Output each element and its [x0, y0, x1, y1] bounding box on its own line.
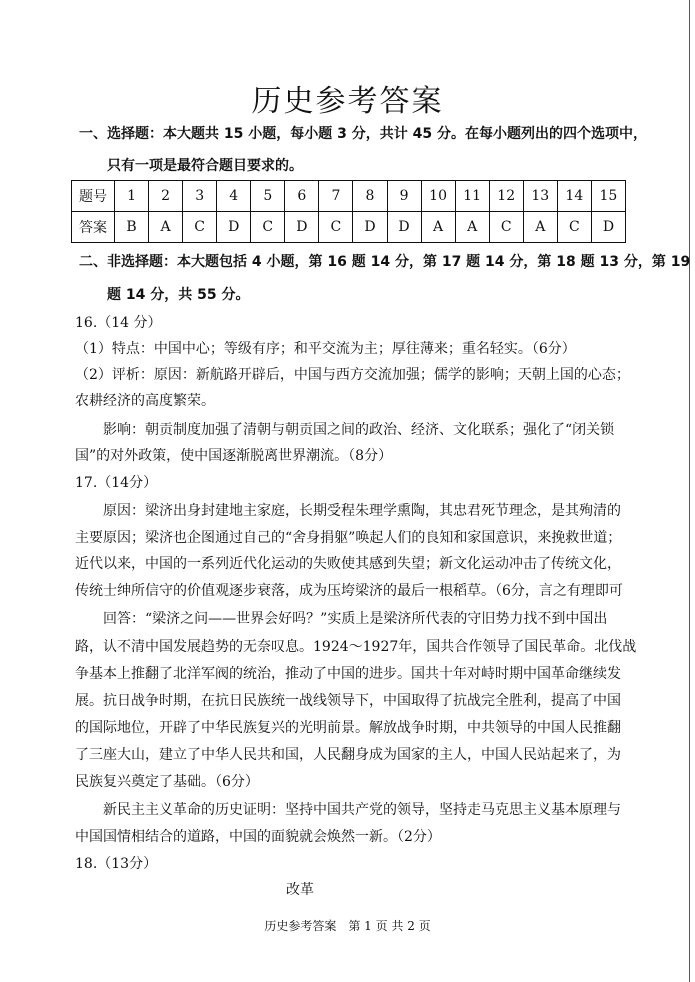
- q17-answer-line7: 民族复兴奠定了基础。（6分）: [75, 774, 259, 790]
- answer-choice: D: [387, 212, 421, 243]
- q17-answer-line3: 争基本上推翻了北洋军阀的统治，推动了中国的进步。国共十年对峙时期中国革命继续发: [75, 666, 621, 682]
- answer-row-header: 答案: [72, 212, 115, 243]
- section1-heading-line2: 只有一项是最符合题目要求的。: [107, 158, 303, 174]
- page-edge-rule: [689, 0, 690, 982]
- q17-answer-line4: 展。抗日战争时期，在抗日民族统一战线领导下，中国取得了抗战完全胜利，提高了中国: [75, 693, 621, 709]
- q17-reason-line2: 主要原因；梁济也企图通过自己的“舍身捐躯”唤起人们的良知和家国意识，来挽救世道；: [75, 530, 622, 546]
- q16-part2-line2: 农耕经济的高度繁荣。: [75, 393, 215, 409]
- question-number: 13: [523, 181, 557, 212]
- answer-choice: D: [353, 212, 387, 243]
- q17-heading: 17.（14分）: [75, 475, 158, 491]
- q17-reason-line4: 传统士绅所信守的价值观逐步衰落，成为压垮梁济的最后一根稻草。（6分，言之有理即可: [75, 583, 623, 599]
- q17-reason-line1: 原因：梁济出身封建地主家庭，长期受程朱理学熏陶，其忠君死节理念，是其殉清的: [103, 503, 621, 519]
- q17-conclusion-line1: 新民主主义革命的历史证明：坚持中国共产党的领导，坚持走马克思主义基本原理与: [103, 802, 621, 818]
- answer-choice: C: [251, 212, 285, 243]
- question-number: 3: [183, 181, 217, 212]
- answer-choice: C: [319, 212, 353, 243]
- question-number: 15: [591, 181, 625, 212]
- question-number: 1: [115, 181, 149, 212]
- question-number: 9: [387, 181, 421, 212]
- answer-choice: A: [421, 212, 455, 243]
- question-number: 5: [251, 181, 285, 212]
- question-number: 12: [489, 181, 523, 212]
- q16-heading: 16.（14 分）: [75, 315, 162, 331]
- page-footer: 历史参考答案 第 1 页 共 2 页: [264, 919, 431, 933]
- q17-answer-line5: 的国际地位，开辟了中华民族复兴的光明前景。解放战争时期，中共领导的中国人民推翻: [75, 720, 621, 736]
- section2-heading-line2: 题 14 分，共 55 分。: [107, 287, 250, 303]
- question-number: 2: [149, 181, 183, 212]
- number-row-header: 题号: [72, 181, 115, 212]
- answer-choice: D: [285, 212, 319, 243]
- q17-conclusion-line2: 中国国情相结合的道路，中国的面貌就会焕然一新。（2分）: [75, 829, 441, 845]
- answer-choice: C: [557, 212, 591, 243]
- question-number: 4: [217, 181, 251, 212]
- answer-table-answer-row: [72, 212, 626, 243]
- answer-choice: A: [149, 212, 183, 243]
- question-number: 11: [455, 181, 489, 212]
- q16-impact-line2: 国”的对外政策，使中国逐渐脱离世界潮流。（8分）: [75, 448, 393, 464]
- answer-choice: B: [115, 212, 149, 243]
- q17-reason-line3: 近代以来，中国的一系列近代化运动的失败使其感到失望；新文化运动冲击了传统文化，: [75, 556, 621, 572]
- answer-choice: A: [523, 212, 557, 243]
- q17-answer-line6: 了三座大山，建立了中华人民共和国，人民翻身成为国家的主人，中国人民站起来了，为: [75, 747, 621, 763]
- section2-heading-line1: 二、非选择题：本大题包括 4 小题，第 16 题 14 分，第 17 题 14 分，第 18 题 13 分，第 19: [79, 254, 691, 270]
- answer-choice: D: [591, 212, 625, 243]
- question-number: 14: [557, 181, 591, 212]
- answer-table: [71, 180, 626, 243]
- answer-choice: A: [455, 212, 489, 243]
- q17-answer-line2: 路，认不清中国发展趋势的无奈叹息。1924～1927年，国共合作领导了国民革命。北伐战: [75, 639, 637, 655]
- section1-heading-line1: 一、选择题：本大题共 15 小题，每小题 3 分，共计 45 分。在每小题列出的四个选项中，: [79, 126, 647, 142]
- q18-reform-label: 改革: [286, 882, 314, 898]
- answer-choice: C: [489, 212, 523, 243]
- q17-answer-line1: 回答：“梁济之问——世界会好吗？”实质上是梁济所代表的守旧势力找不到中国出: [103, 611, 608, 627]
- page-title: 历史参考答案: [251, 84, 444, 119]
- q16-part1: （1）特点：中国中心；等级有序；和平交流为主；厚往薄来；重名轻实。（6分）: [75, 341, 576, 357]
- answer-choice: D: [217, 212, 251, 243]
- question-number: 7: [319, 181, 353, 212]
- question-number: 10: [421, 181, 455, 212]
- question-number: 6: [285, 181, 319, 212]
- answer-table-number-row: [72, 181, 626, 212]
- answer-choice: C: [183, 212, 217, 243]
- q16-impact-line1: 影响：朝贡制度加强了清朝与朝贡国之间的政治、经济、文化联系；强化了“闭关锁: [103, 422, 615, 438]
- question-number: 8: [353, 181, 387, 212]
- q18-heading: 18.（13分）: [75, 856, 158, 872]
- q16-part2-line1: （2）评析：原因：新航路开辟后，中国与西方交流加强；儒学的影响；天朝上国的心态；: [75, 367, 630, 383]
